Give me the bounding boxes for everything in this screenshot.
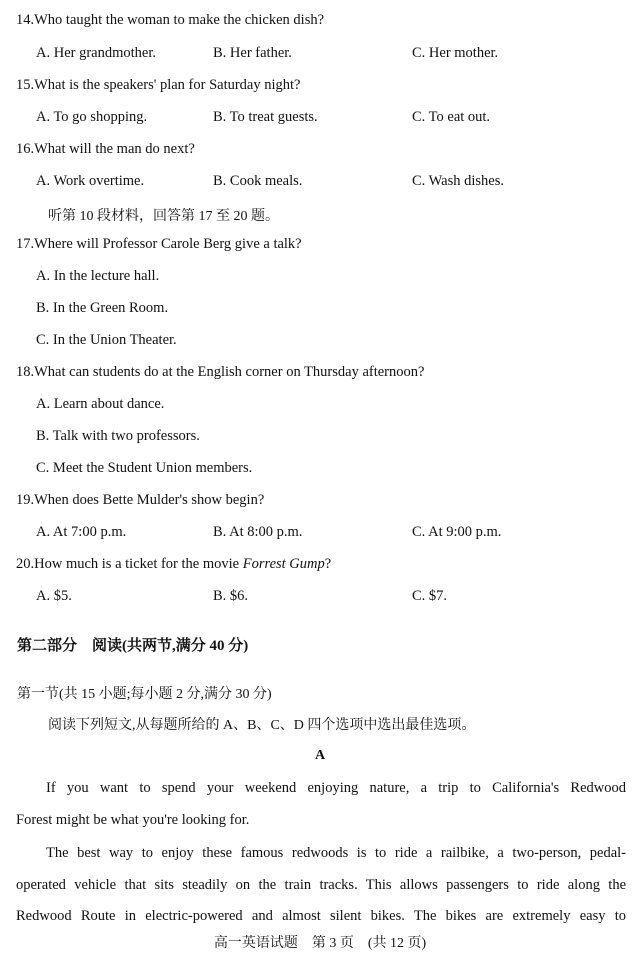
part-2-heading: 第二部分 阅读(共两节,满分 40 分) <box>17 638 249 654</box>
passage-line-4: operated vehicle that sits steadily on the train tracks. This allows passengers to ride along the <box>16 877 626 893</box>
section-1-heading: 第一节(共 15 小题;每小题 2 分,满分 30 分) <box>17 687 272 702</box>
passage-line-2: Forest might be what you're looking for. <box>16 812 250 828</box>
question-15-option-c: C. To eat out. <box>412 109 491 125</box>
passage-line-1: If you want to spend your weekend enjoying nature, a trip to California's Redwood <box>46 780 626 796</box>
question-15-option-b: B. To treat guests. <box>213 109 318 125</box>
section-10-instruction: 听第 10 段材料，回答第 17 至 20 题。 <box>48 209 279 224</box>
passage-label: A <box>314 748 326 763</box>
question-17-stem: 17.Where will Professor Carole Berg give a talk? <box>16 236 302 252</box>
question-15-option-a: A. To go shopping. <box>36 109 148 125</box>
passage-line-3: The best way to enjoy these famous redwoods is to ride a railbike, a two-person, pedal- <box>46 845 626 861</box>
question-16-option-a: A. Work overtime. <box>36 173 145 189</box>
question-16-stem: 16.What will the man do next? <box>16 141 195 157</box>
question-16-option-b: B. Cook meals. <box>213 173 303 189</box>
question-20-stem-prefix: 20.How much is a ticket for the movie <box>16 556 243 572</box>
question-14-stem: 14.Who taught the woman to make the chicken dish? <box>16 12 325 28</box>
question-14-option-c: C. Her mother. <box>412 45 499 61</box>
question-17-option-b: B. In the Green Room. <box>36 300 169 316</box>
question-18-option-c: C. Meet the Student Union members. <box>36 460 253 476</box>
question-20-option-b: B. $6. <box>213 588 249 604</box>
page-footer: 高一英语试题 第 3 页 (共 12 页) <box>213 936 427 951</box>
question-19-option-a: A. At 7:00 p.m. <box>36 524 127 540</box>
question-14-option-b: B. Her father. <box>213 45 292 61</box>
question-18-option-b: B. Talk with two professors. <box>36 428 200 444</box>
question-17-option-c: C. In the Union Theater. <box>36 332 177 348</box>
question-20-option-c: C. $7. <box>412 588 448 604</box>
question-20-stem <box>16 556 331 573</box>
question-15-stem: 15.What is the speakers' plan for Saturday night? <box>16 77 301 93</box>
question-19-option-b: B. At 8:00 p.m. <box>213 524 303 540</box>
question-17-option-a: A. In the lecture hall. <box>36 268 160 284</box>
question-19-stem: 19.When does Bette Mulder's show begin? <box>16 492 265 508</box>
question-20-option-a: A. $5. <box>36 588 72 604</box>
section-1-instruction: 阅读下列短文,从每题所给的 A、B、C、D 四个选项中选出最佳选项。 <box>48 718 476 733</box>
question-19-option-c: C. At 9:00 p.m. <box>412 524 502 540</box>
question-20-stem-suffix: ? <box>324 556 332 572</box>
passage-line-5: Redwood Route in electric-powered and almost silent bikes. The bikes are extremely easy to <box>16 908 626 924</box>
question-18-option-a: A. Learn about dance. <box>36 396 165 412</box>
question-18-stem: 18.What can students do at the English corner on Thursday afternoon? <box>16 364 425 380</box>
movie-title: Forrest Gump <box>242 556 325 572</box>
question-14-option-a: A. Her grandmother. <box>36 45 156 61</box>
question-16-option-c: C. Wash dishes. <box>412 173 505 189</box>
